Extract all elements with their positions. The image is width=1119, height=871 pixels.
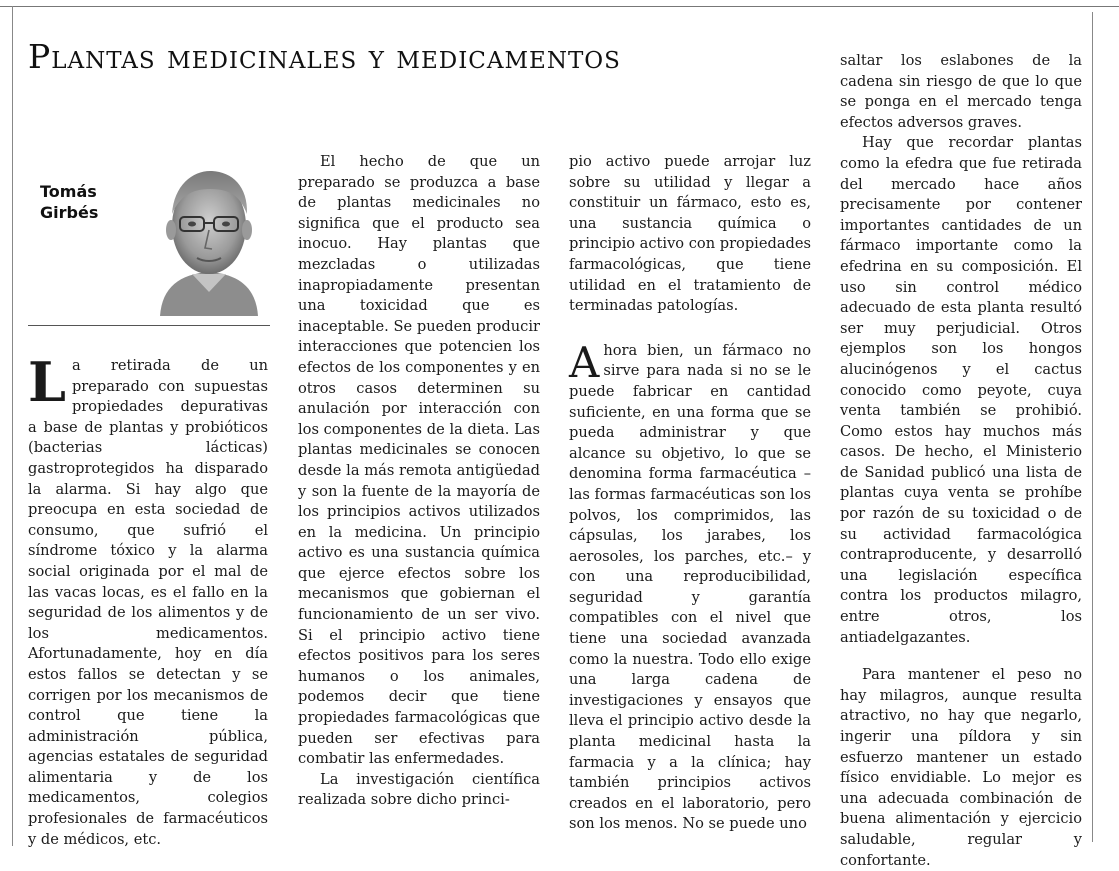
paragraph: saltar los eslabones de la cadena sin riesgo de que lo que se ponga en el mercado tenga efectos adversos graves. — [840, 52, 1082, 131]
right-border-rule — [1092, 12, 1093, 842]
author-portrait — [150, 162, 268, 316]
author-name — [40, 181, 130, 223]
paragraph: pio activo puede arrojar luz sobre su utilidad y llegar a constituir un fármaco, esto es, una sustancia química o principio activo con propiedades farmacológicas, que tiene utilidad en el tratamiento de terminadas patologías. — [569, 153, 811, 315]
paragraph: Hay que recordar plantas como la efedra que fue retirada del mercado hace años precisamente por contener importantes cantidades de un fármaco importante como la efedrina en su composición. El uso sin control médico adecuado de esta planta resultó ser muy perjudicial. Otros ejemplos son los hongos alucinógenos y el cactus conocido como peyote, cuya venta también se prohibió. Como estos hay muchos más casos. De hecho, el Ministerio de Sanidad publicó una lista de plantas cuya venta se prohíbe por razón de su toxicidad o de su actividad farmacológica contraproducente, y desarrolló una legislación específica contra los productos milagro, entre otros, los antiadelgazantes. — [840, 134, 1082, 646]
paragraph: El hecho de que un preparado se produzca a base de plantas medicinales no significa que el producto sea inocuo. Hay plantas que mezcladas o utilizadas inapropiadamente presentan una toxicidad que es inaceptable. Se pueden producir interacciones que potencien los efectos de los componentes y en otros casos determinen su anulación por interacción con los componentes de la dieta. Las plantas medicinales se conocen desde la más remota antigüedad y son la fuente de la mayoría de los principios activos utilizados en la medicina. Un principio activo es una sustancia química que ejerce efectos sobre los mecanismos que gobiernan el funcionamiento de un ser vivo. Si el principio activo tiene efectos positivos para los seres humanos o los animales, podemos decir que tiene propiedades farmacológicas que pueden ser efectivas para combatir las enfermedades. — [298, 153, 540, 768]
author-last-name: Girbés — [40, 203, 99, 222]
article-column-1 — [28, 350, 268, 850]
article-column-2 — [298, 152, 540, 811]
left-border-rule — [12, 6, 13, 846]
article-column-4 — [840, 51, 1082, 871]
paragraph: La investigación científica realizada sobre dicho princi- — [298, 770, 540, 809]
article-column-3 — [569, 152, 811, 835]
top-rule — [0, 6, 1119, 7]
paragraph: Para mantener el peso no hay milagros, aunque resulta atractivo, no hay que negarlo, ingerir una píldora y sin esfuerzo mantener un estado físico envidiable. Lo mejor es una adecuada combinación de buena alimentación y ejercicio saludable, regular y confortante. — [840, 666, 1082, 869]
paragraph: Ahora bien, un fármaco no sirve para nada si no se le puede fabricar en cantidad suficiente, en una forma que se pueda administrar y que alcance su objetivo, lo que se denomina forma farmacéutica –las formas farmacéuticas son los polvos, los comprimidos, las cápsulas, los jarabes, los aerosoles, los parches, etc.– y con una reproducibilidad, seguridad y garantía compatibles con el nivel que tiene una sociedad avanzada como la nuestra. Todo ello exige una larga cadena de investigaciones y ensayos que lleva el principio activo desde la planta medicinal hasta la farmacia y a la clínica; hay también principios activos creados en el laboratorio, pero son los menos. No se puede uno — [569, 337, 811, 833]
author-first-name: Tomás — [40, 182, 97, 201]
author-divider — [28, 325, 270, 326]
headline: Plantas medicinales y medicamentos — [28, 37, 621, 76]
paragraph: La retirada de un preparado con supuestas propiedades depurativas a base de plantas y probióticos (bacterias lácticas) gastroprotegidos ha disparado la alarma. Si hay algo que preocupa en esta sociedad de consumo, que sufrió el síndrome tóxico y la alarma social originada por el mal de las vacas locas, es el fallo en la seguridad de los alimentos y de los medicamentos. Afortunadamente, hoy en día estos fallos se detectan y se corrigen por los mecanismos de control que tiene la administración pública, agencias estatales de seguridad alimentaria y de los medicamentos, colegios profesionales de farmacéuticos y de médicos, etc. — [28, 350, 268, 848]
